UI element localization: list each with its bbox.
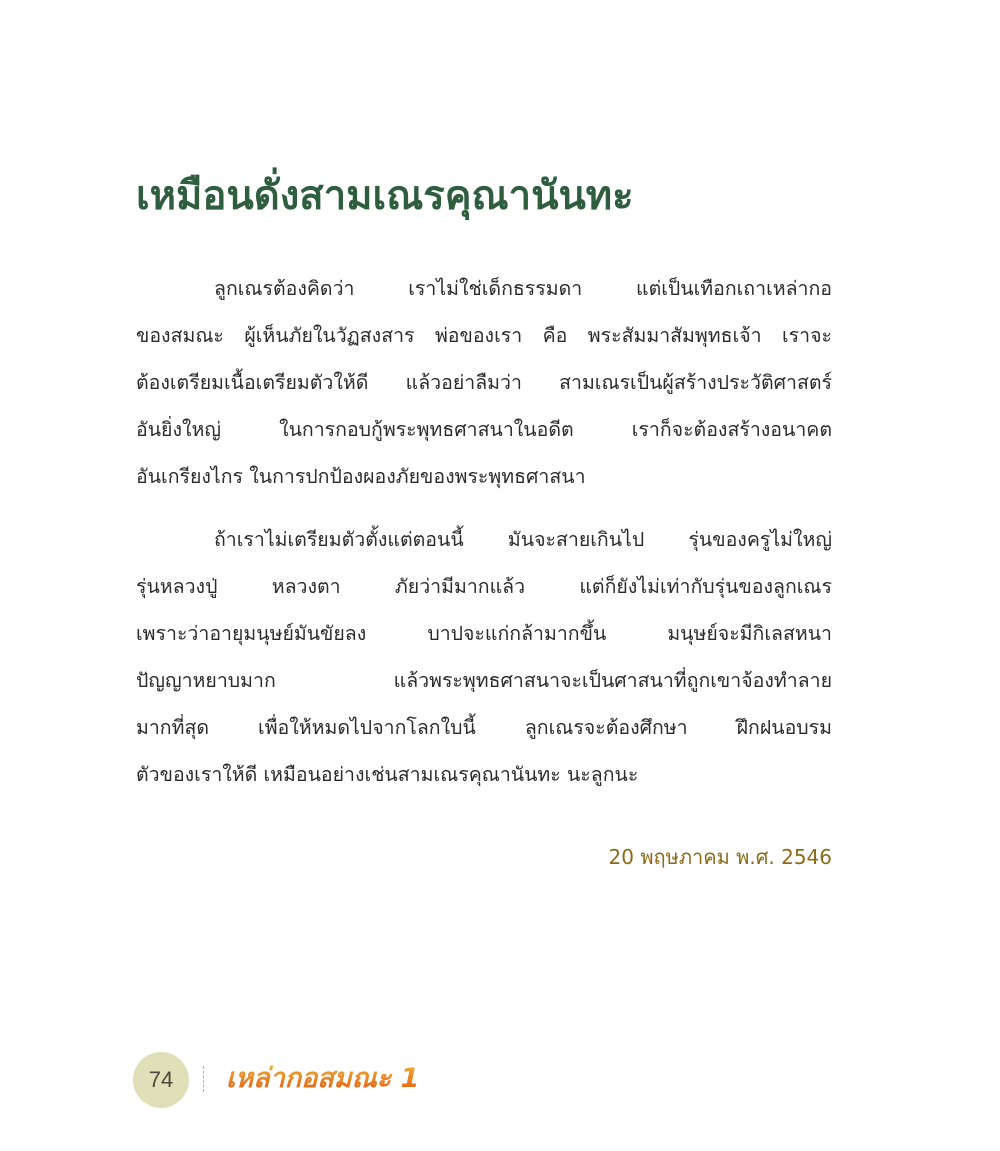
text-line: มากที่สุด เพื่อให้หมดไปจากโลกใบนี้ ลูกเณรจะต้องศึกษา ฝึกฝนอบรม <box>136 716 832 739</box>
date-line: 20 พฤษภาคม พ.ศ. 2546 <box>608 845 832 869</box>
body-text <box>136 265 832 798</box>
footer-divider <box>203 1066 204 1092</box>
page-title: เหมือนดั่งสามเณรคุณานันทะ <box>136 173 634 219</box>
text-line: เพราะว่าอายุมนุษย์มันขัยลง บาปจะแก่กล้ามากขึ้น มนุษย์จะมีกิเลสหนา <box>136 622 832 645</box>
page-number: 74 <box>133 1052 189 1108</box>
book-title-logo <box>222 1056 442 1096</box>
book-title-text: เหล่ากอสมณะ 1 <box>226 1063 420 1094</box>
text-line: ปัญญาหยาบมาก แล้วพระพุทธศาสนาจะเป็นศาสนาที่ถูกเขาจ้องทำลาย <box>136 669 832 692</box>
text-line: อันเกรียงไกร ในการปกป้องผองภัยของพระพุทธศาสนา <box>136 465 586 488</box>
text-line: อันยิ่งใหญ่ ในการกอบกู้พระพุทธศาสนาในอดีต เราก็จะต้องสร้างอนาคต <box>136 418 832 441</box>
text-line: รุ่นหลวงปู่ หลวงตา ภัยว่ามีมากแล้ว แต่ก็ยังไม่เท่ากับรุ่นของลูกเณร <box>136 575 832 598</box>
paragraph-2 <box>136 516 832 798</box>
paragraph-1 <box>136 265 832 500</box>
text-line: ตัวของเราให้ดี เหมือนอย่างเช่นสามเณรคุณานันทะ นะลูกนะ <box>136 763 639 786</box>
text-line: ลูกเณรต้องคิดว่า เราไม่ใช่เด็กธรรมดา แต่เป็นเทือกเถาเหล่ากอ <box>214 277 832 300</box>
text-line: ถ้าเราไม่เตรียมตัวตั้งแต่ตอนนี้ มันจะสายเกินไป รุ่นของครูไม่ใหญ่ <box>214 528 832 551</box>
text-line: ต้องเตรียมเนื้อเตรียมตัวให้ดี แล้วอย่าลืมว่า สามเณรเป็นผู้สร้างประวัติศาสตร์ <box>136 371 832 394</box>
text-line: ของสมณะ ผู้เห็นภัยในวัฏสงสาร พ่อของเรา คือ พระสัมมาสัมพุทธเจ้า เราจะ <box>136 324 832 347</box>
